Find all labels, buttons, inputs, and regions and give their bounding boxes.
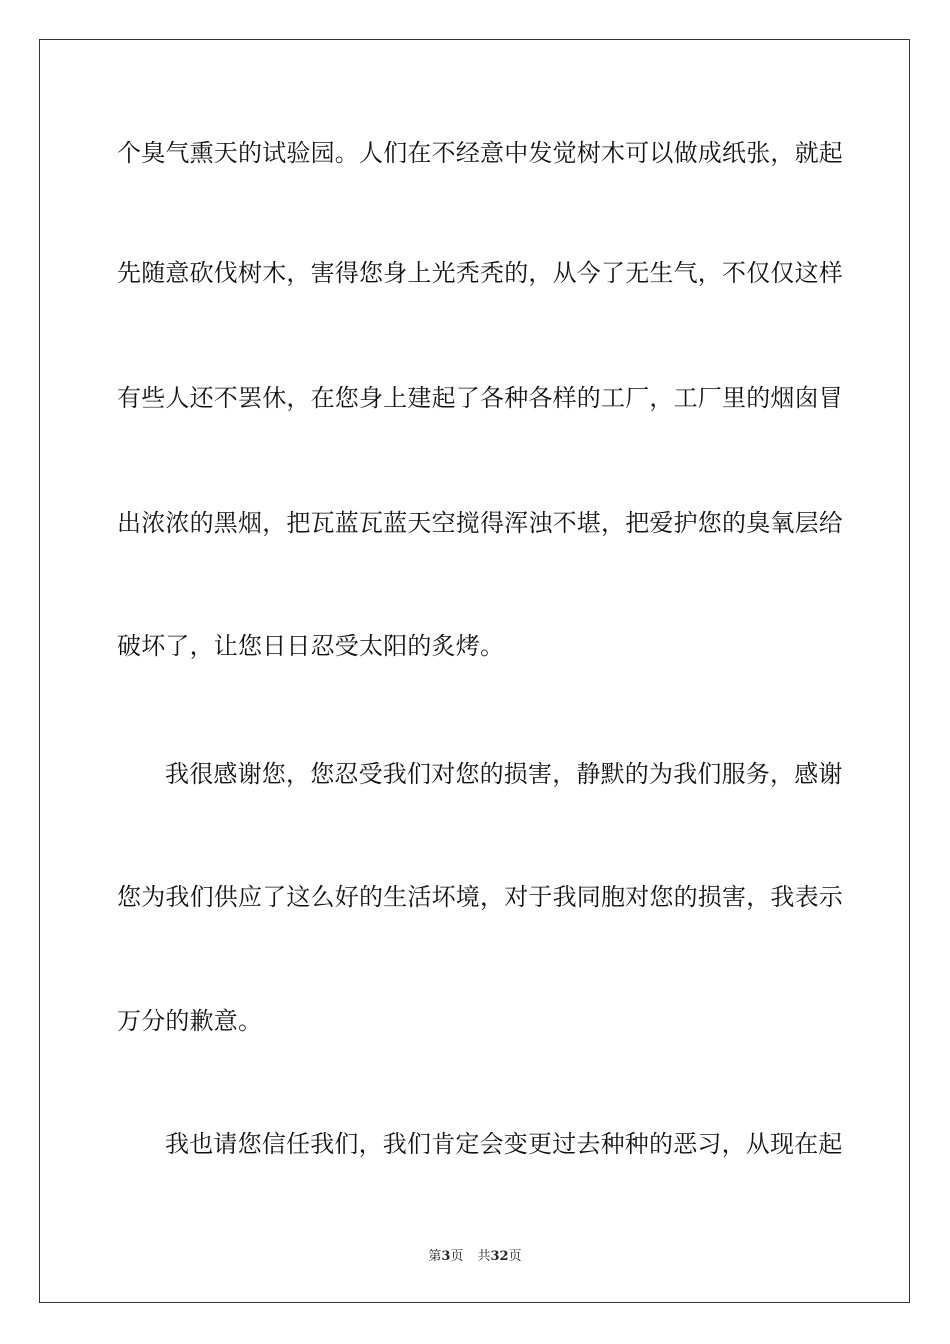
page-footer: [0, 1249, 950, 1265]
total-prefix: 共: [477, 1249, 491, 1264]
page-number: 3: [441, 1249, 451, 1264]
page-border: [39, 39, 910, 1303]
body-text-line: 破坏了，让您日日忍受太阳的炙烤。: [117, 632, 505, 660]
body-text-line: 有些人还不罢休，在您身上建起了各种各样的工厂，工厂里的烟囱冒: [117, 384, 843, 412]
body-text-line: 出浓浓的黑烟，把瓦蓝瓦蓝天空搅得浑浊不堪，把爱护您的臭氧层给: [117, 509, 843, 537]
body-text-line: 先随意砍伐树木，害得您身上光秃秃的，从今了无生气，不仅仅这样: [117, 259, 843, 287]
page-suffix: 页: [450, 1249, 464, 1264]
paragraph-first-line: 我很感谢您，您忍受我们对您的损害，静默的为我们服务，感谢: [165, 760, 843, 788]
page-prefix: 第: [428, 1249, 442, 1264]
body-text-line: 万分的歉意。: [117, 1007, 263, 1035]
body-text-line: 个臭气熏天的试验园。人们在不经意中发觉树木可以做成纸张，就起: [117, 139, 843, 167]
total-suffix: 页: [508, 1249, 522, 1264]
body-text-line: 您为我们供应了这么好的生活坏境，对于我同胞对您的损害，我表示: [117, 883, 843, 911]
total-pages: 32: [490, 1249, 509, 1264]
paragraph-first-line: 我也请您信任我们，我们肯定会变更过去种种的恶习，从现在起: [165, 1130, 843, 1158]
